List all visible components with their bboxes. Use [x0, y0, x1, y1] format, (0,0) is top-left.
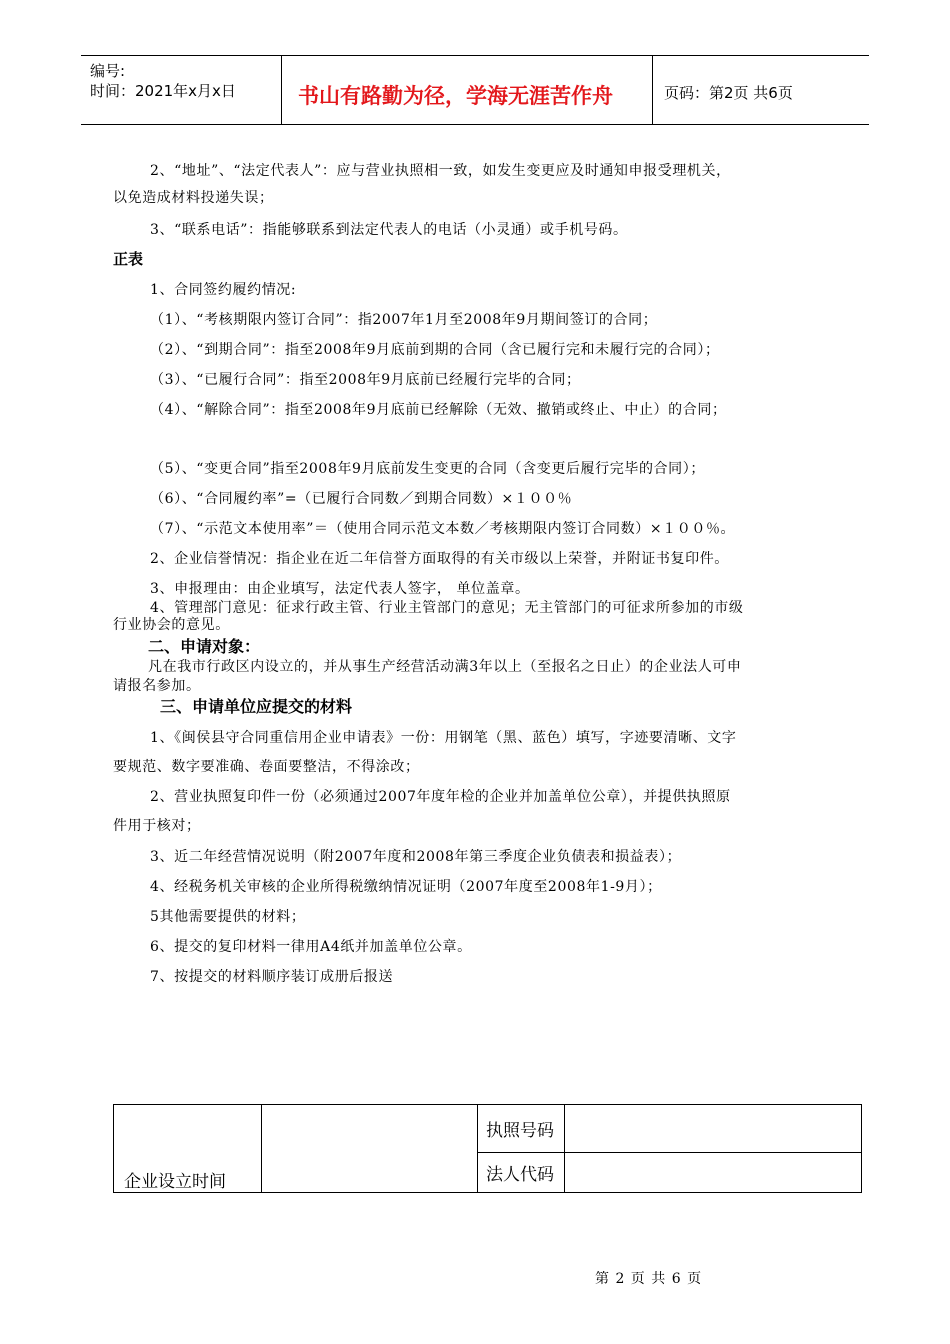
application-reason-item: 3、申报理由：由企业填写，法定代表人签字， 单位盖章。	[150, 581, 530, 597]
materials-item-2-line1: 2、营业执照复印件一份（必须通过2007年度年检的企业并加盖单位公章），并提供执照原	[150, 789, 731, 805]
header-bottom-rule	[81, 124, 869, 125]
contract-sub-item: （2）、“到期合同”：指至2008年9月底前到期的合同（含已履行完和未履行完的合同）；	[150, 342, 720, 358]
header-divider-left	[281, 55, 282, 125]
enterprise-info-table	[113, 1104, 862, 1193]
applicants-line2: 请报名参加。	[113, 678, 201, 694]
credit-status-item: 2、企业信誉情况：指企业在近二年信誉方面取得的有关市级以上荣誉，并附证书复印件。	[150, 551, 729, 567]
header-divider-right	[652, 55, 653, 125]
contract-performance-title: 1、合同签约履约情况:	[150, 282, 297, 298]
contract-sub-item: （4）、“解除合同”：指至2008年9月底前已经解除（无效、撤销或终止、中止）的合同；	[150, 402, 727, 418]
materials-item-3: 3、近二年经营情况说明（附2007年度和2008年第三季度企业负债表和损益表）；	[150, 849, 682, 865]
intro-item-2-line2: 以免造成材料投递失误；	[113, 190, 274, 206]
intro-item-2-line1: 2、“地址”、“法定代表人”：应与营业执照相一致，如发生变更应及时通知申报受理机关，	[150, 163, 731, 179]
contract-sub-item: （3）、“已履行合同”：指至2008年9月底前已经履行完毕的合同；	[150, 372, 581, 388]
materials-item-1-line1: 1、《闽侯县守合同重信用企业申请表》一份：用钢笔（黑、蓝色）填写，字迹要清晰、文字	[150, 730, 737, 746]
section-title-materials: 三、申请单位应提交的材料	[160, 697, 353, 716]
materials-item-2-line2: 件用于核对；	[113, 818, 201, 834]
management-opinion-line1: 4、管理部门意见：征求行政主管、行业主管部门的意见；无主管部门的可征求所参加的市级	[150, 600, 744, 616]
established-time-value-cell[interactable]	[262, 1105, 478, 1193]
applicants-line1: 凡在我市行政区内设立的，并从事生产经营活动满3年以上（至报名之日止）的企业法人可申	[148, 659, 742, 675]
contract-sub-item: （1）、“考核期限内签订合同”：指2007年1月至2008年9月期间签订的合同；	[150, 312, 658, 328]
established-time-label-cell	[114, 1105, 262, 1193]
header-page-info: 页码：第2页 共6页	[664, 84, 793, 102]
materials-item-6: 6、提交的复印材料一律用A4纸并加盖单位公章。	[150, 939, 472, 955]
license-number-value-cell[interactable]	[565, 1105, 862, 1153]
materials-item-7: 7、按提交的材料顺序装订成册后报送	[150, 969, 394, 985]
license-number-label: 执照号码	[486, 1121, 554, 1141]
header-motto: 书山有路勤为径，学海无涯苦作舟	[298, 84, 613, 108]
materials-item-4: 4、经税务机关审核的企业所得税缴纳情况证明（2007年度至2008年1-9月）；	[150, 879, 662, 895]
section-title-applicants: 二、申请对象：	[148, 637, 261, 656]
established-time-label: 企业设立时间	[124, 1172, 226, 1192]
contract-sub-item: （5）、“变更合同”指至2008年9月底前发生变更的合同（含变更后履行完毕的合同）；	[150, 461, 705, 477]
page-footer: 第 2 页 共 6 页	[595, 1271, 703, 1287]
legal-code-label: 法人代码	[486, 1165, 554, 1185]
intro-item-3: 3、“联系电话”：指能够联系到法定代表人的电话（小灵通）或手机号码。	[150, 222, 628, 238]
contract-sub-item: （7）、“示范文本使用率”＝（使用合同示范文本数／考核期限内签订合同数）×１００％。	[150, 521, 736, 537]
materials-item-1-line2: 要规范、数字要准确、卷面要整洁，不得涂改；	[113, 759, 420, 775]
legal-code-label-cell	[478, 1153, 565, 1193]
document-number-label: 编号:	[90, 62, 126, 80]
materials-item-5: 5其他需要提供的材料；	[150, 909, 306, 925]
contract-sub-item: （6）、“合同履约率”=（已履行合同数／到期合同数）×１００％	[150, 491, 573, 507]
management-opinion-line2: 行业协会的意见。	[113, 617, 230, 633]
license-number-label-cell	[478, 1105, 565, 1153]
header-top-rule	[81, 55, 869, 56]
document-time-label: 时间：2021年x月x日	[90, 82, 236, 100]
legal-code-value-cell[interactable]	[565, 1153, 862, 1193]
section-title-zhengbiao: 正表	[113, 250, 144, 268]
